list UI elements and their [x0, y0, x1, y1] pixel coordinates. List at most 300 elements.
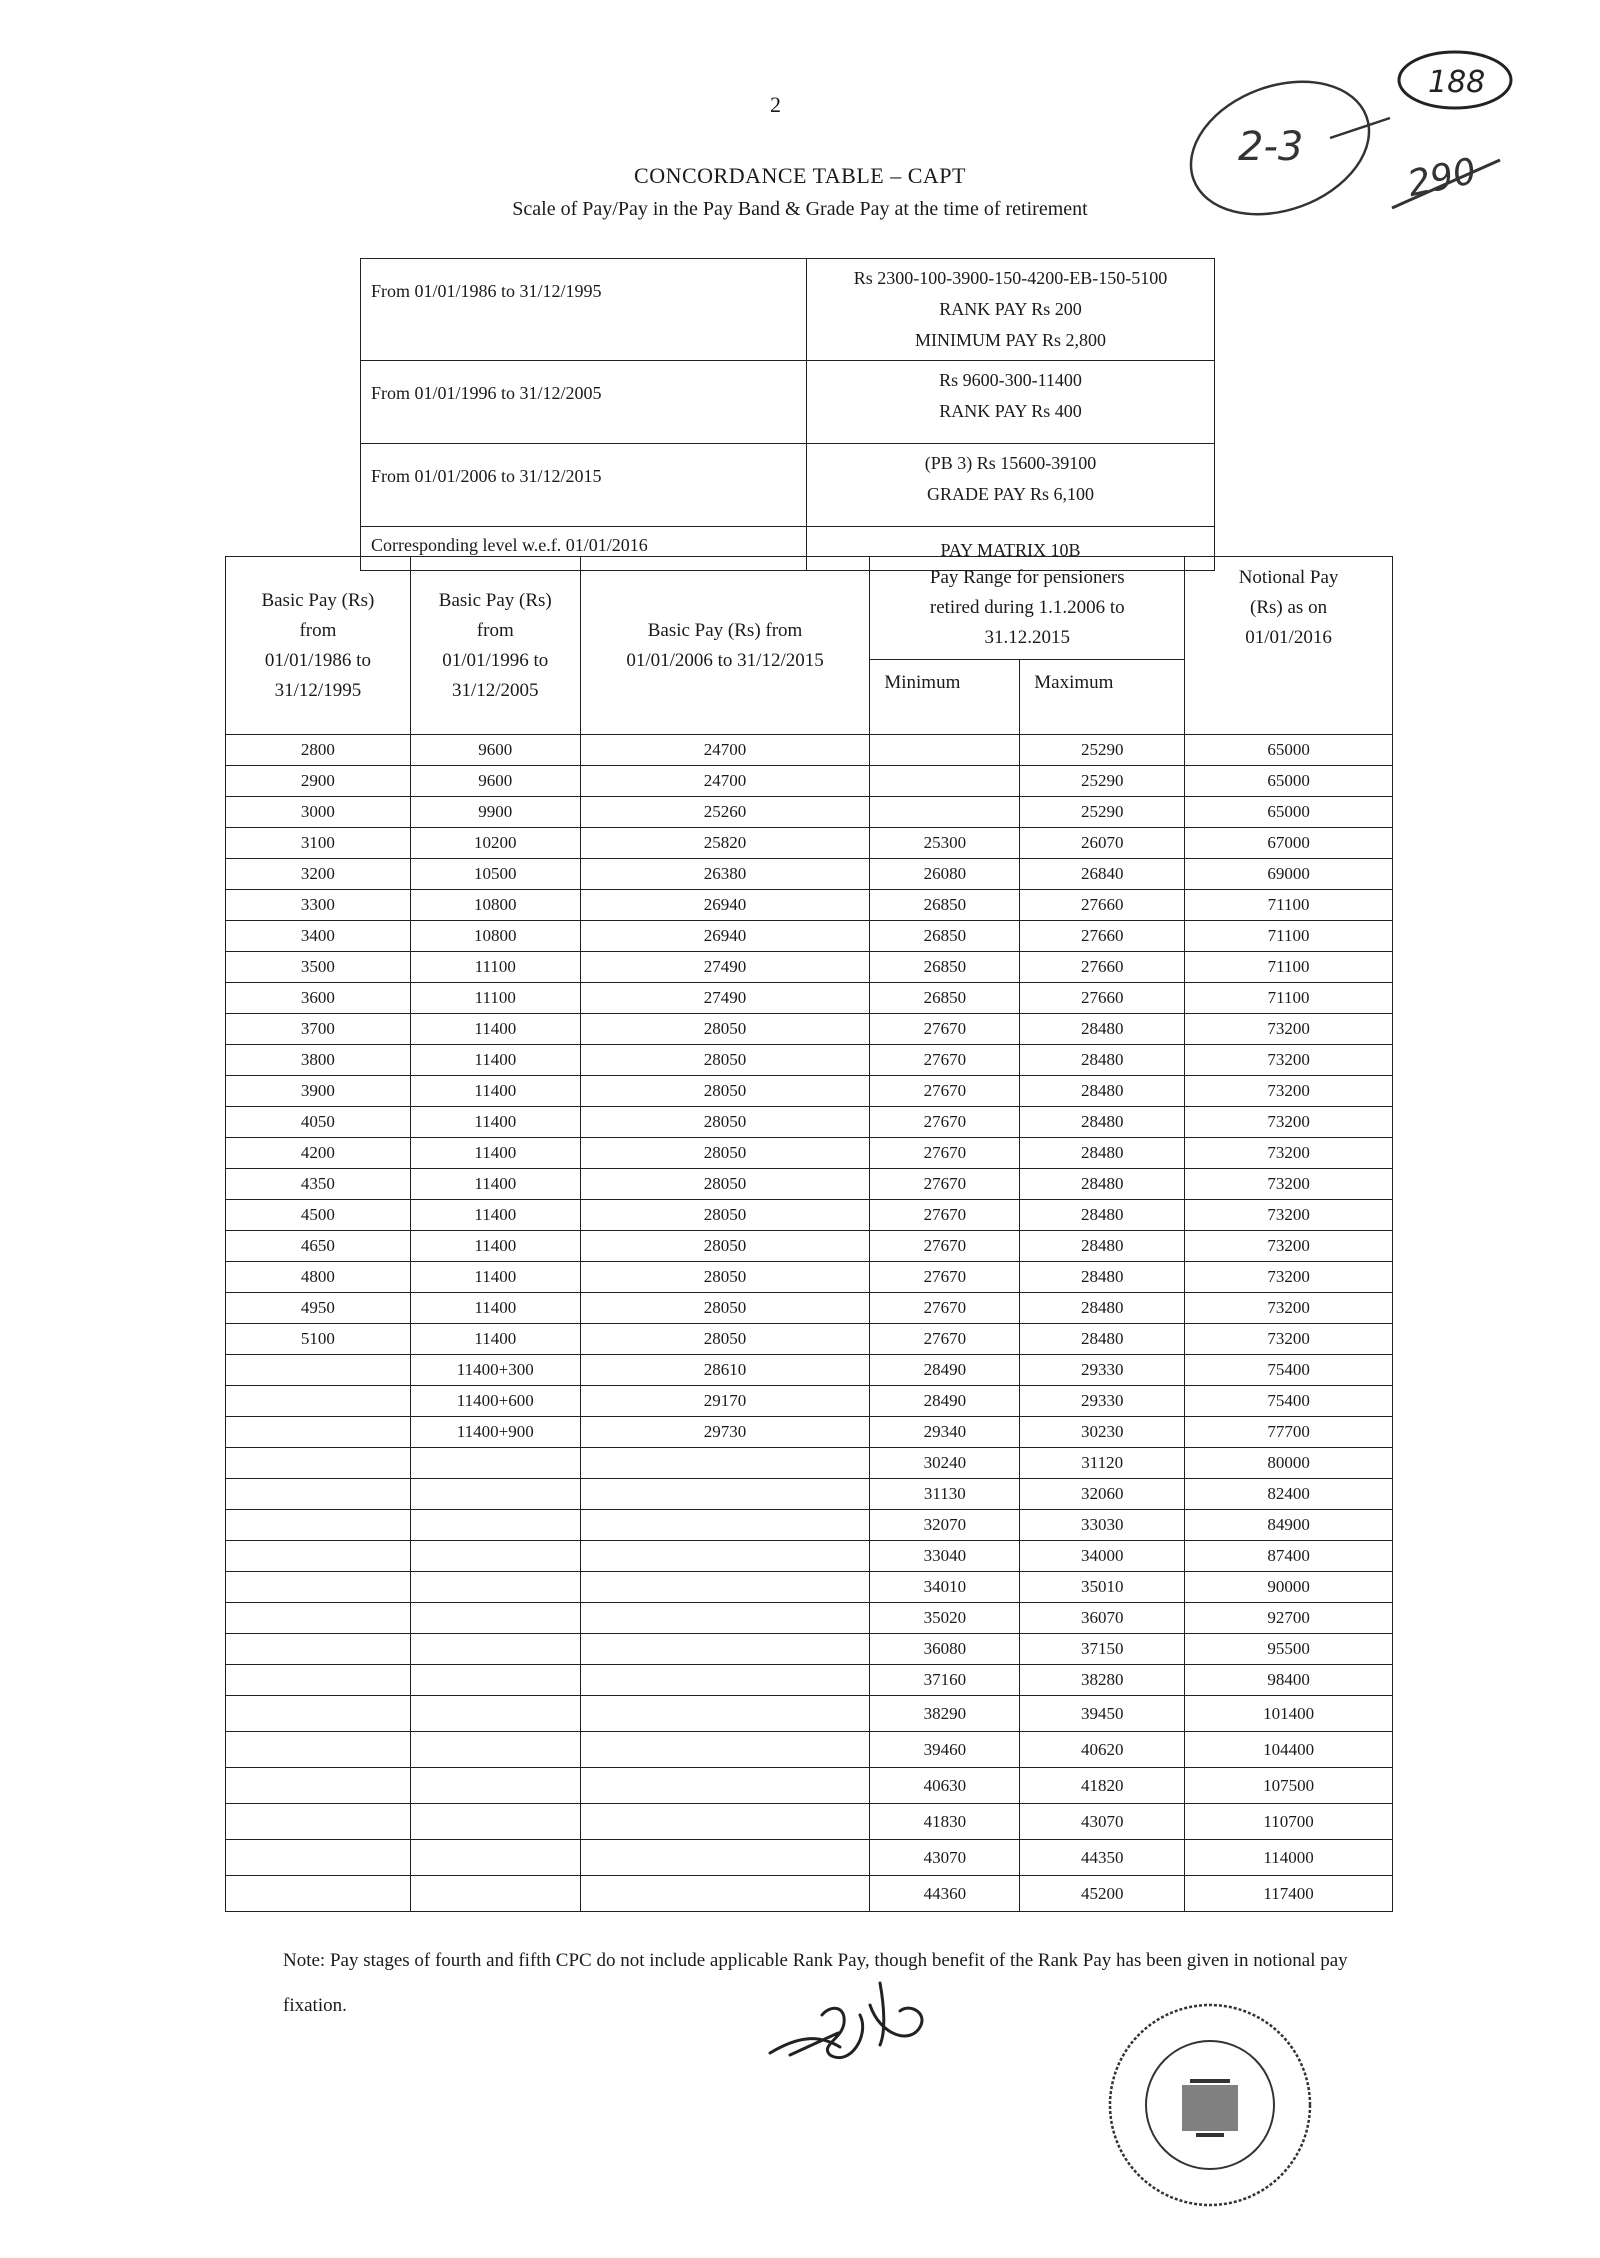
cell-range-minimum: 30240: [870, 1448, 1020, 1479]
cell-range-minimum: 26080: [870, 859, 1020, 890]
cell-basic-pay-1986: 3500: [226, 952, 411, 983]
cell-notional-pay: 75400: [1185, 1386, 1393, 1417]
cell-basic-pay-1986: [226, 1572, 411, 1603]
scale-period: Corresponding level w.e.f. 01/01/2016: [361, 527, 807, 571]
cell-range-maximum: 31120: [1020, 1448, 1185, 1479]
cell-range-maximum: 26840: [1020, 859, 1185, 890]
cell-basic-pay-1986: 3400: [226, 921, 411, 952]
table-row: [226, 1293, 1393, 1324]
cell-range-maximum: 25290: [1020, 735, 1185, 766]
cell-range-maximum: 28480: [1020, 1262, 1185, 1293]
cell-basic-pay-1986: [226, 1417, 411, 1448]
page-title: CONCORDANCE TABLE – CAPT: [634, 163, 966, 188]
header-maximum: Maximum: [1020, 660, 1185, 735]
cell-basic-pay-1986: 2900: [226, 766, 411, 797]
cell-basic-pay-1986: [226, 1696, 411, 1732]
cell-basic-pay-1986: [226, 1732, 411, 1768]
scale-row: [361, 444, 1215, 527]
cell-notional-pay: 107500: [1185, 1768, 1393, 1804]
table-row: [226, 1107, 1393, 1138]
concordance-table-body: [226, 735, 1393, 1912]
cell-basic-pay-1986: 3700: [226, 1014, 411, 1045]
cell-range-minimum: 40630: [870, 1768, 1020, 1804]
page-subtitle: Scale of Pay/Pay in the Pay Band & Grade Pay at the time of retirement: [512, 198, 1088, 220]
cell-basic-pay-1996: 10200: [410, 828, 580, 859]
cell-range-maximum: 38280: [1020, 1665, 1185, 1696]
cell-basic-pay-2006: [580, 1732, 870, 1768]
table-row: [226, 1200, 1393, 1231]
official-stamp: [1100, 1995, 1320, 2215]
cell-basic-pay-1986: 3600: [226, 983, 411, 1014]
header-line: retired during 1.1.2006 to: [929, 597, 1125, 618]
cell-basic-pay-2006: 28050: [580, 1200, 870, 1231]
table-row: [226, 1324, 1393, 1355]
table-row: [226, 1696, 1393, 1732]
header-line: 01/01/1986 to: [264, 649, 371, 671]
header-line: Basic Pay (Rs): [261, 589, 375, 611]
scale-period: From 01/01/2006 to 31/12/2015: [361, 444, 807, 527]
cell-range-maximum: 41820: [1020, 1768, 1185, 1804]
table-row: [226, 1804, 1393, 1840]
cell-range-maximum: 29330: [1020, 1355, 1185, 1386]
cell-basic-pay-1996: 11400: [410, 1138, 580, 1169]
cell-basic-pay-2006: 28050: [580, 1076, 870, 1107]
cell-basic-pay-2006: 28050: [580, 1293, 870, 1324]
cell-basic-pay-2006: 29170: [580, 1386, 870, 1417]
cell-range-minimum: 27670: [870, 1293, 1020, 1324]
cell-notional-pay: 73200: [1185, 1014, 1393, 1045]
cell-basic-pay-1996: [410, 1603, 580, 1634]
cell-range-minimum: 38290: [870, 1696, 1020, 1732]
cell-basic-pay-2006: [580, 1479, 870, 1510]
cell-notional-pay: 73200: [1185, 1107, 1393, 1138]
handwritten-page-marks: [1160, 40, 1540, 240]
cell-range-maximum: 35010: [1020, 1572, 1185, 1603]
cell-range-minimum: 26850: [870, 952, 1020, 983]
header-line: Basic Pay (Rs): [438, 589, 552, 611]
cell-range-maximum: 28480: [1020, 1107, 1185, 1138]
cell-basic-pay-1996: 11400: [410, 1231, 580, 1262]
cell-range-minimum: [870, 797, 1020, 828]
scale-detail: [807, 259, 1215, 361]
cell-notional-pay: 77700: [1185, 1417, 1393, 1448]
cell-notional-pay: 65000: [1185, 766, 1393, 797]
cell-range-minimum: 43070: [870, 1840, 1020, 1876]
cell-basic-pay-2006: [580, 1876, 870, 1912]
header-line: 31/12/1995: [274, 679, 362, 701]
cell-notional-pay: 73200: [1185, 1076, 1393, 1107]
cell-range-minimum: 27670: [870, 1076, 1020, 1107]
cell-range-minimum: 26850: [870, 983, 1020, 1014]
cell-range-minimum: 27670: [870, 1324, 1020, 1355]
cell-basic-pay-1986: [226, 1355, 411, 1386]
table-row: [226, 1479, 1393, 1510]
cell-basic-pay-1996: 9600: [410, 766, 580, 797]
header-line: Pay Range for pensioners: [929, 567, 1125, 588]
cell-basic-pay-1996: 11400: [410, 1045, 580, 1076]
scale-row: [361, 361, 1215, 444]
header-notional-pay: [1185, 557, 1393, 735]
table-row: [226, 1262, 1393, 1293]
cell-basic-pay-1996: [410, 1840, 580, 1876]
cell-basic-pay-1986: 4500: [226, 1200, 411, 1231]
scale-line: Rs 2300-100-3900-150-4200-EB-150-5100: [853, 268, 1168, 288]
cell-range-maximum: 27660: [1020, 921, 1185, 952]
cell-range-maximum: 34000: [1020, 1541, 1185, 1572]
cell-range-maximum: 39450: [1020, 1696, 1185, 1732]
table-row: [226, 735, 1393, 766]
cell-basic-pay-1996: [410, 1804, 580, 1840]
cell-range-minimum: 26850: [870, 890, 1020, 921]
cell-basic-pay-2006: [580, 1804, 870, 1840]
cell-notional-pay: 71100: [1185, 983, 1393, 1014]
cell-range-minimum: 36080: [870, 1634, 1020, 1665]
scale-line: RANK PAY Rs 400: [939, 401, 1082, 421]
cell-notional-pay: 73200: [1185, 1169, 1393, 1200]
cell-basic-pay-1996: [410, 1732, 580, 1768]
cell-basic-pay-2006: [580, 1572, 870, 1603]
scale-line: RANK PAY Rs 200: [939, 299, 1082, 319]
cell-basic-pay-2006: 28050: [580, 1107, 870, 1138]
cell-basic-pay-1996: [410, 1876, 580, 1912]
cell-range-minimum: 27670: [870, 1231, 1020, 1262]
scale-row: [361, 259, 1215, 361]
table-row: [226, 1876, 1393, 1912]
cell-basic-pay-1986: 3100: [226, 828, 411, 859]
cell-basic-pay-1996: 11400+600: [410, 1386, 580, 1417]
cell-basic-pay-1986: 4800: [226, 1262, 411, 1293]
cell-basic-pay-1986: 3000: [226, 797, 411, 828]
cell-basic-pay-2006: 24700: [580, 766, 870, 797]
table-row: [226, 1572, 1393, 1603]
cell-notional-pay: 69000: [1185, 859, 1393, 890]
scale-line: PAY MATRIX 10B: [940, 540, 1081, 560]
header-minimum: Minimum: [870, 660, 1020, 735]
cell-range-maximum: 32060: [1020, 1479, 1185, 1510]
cell-range-maximum: 27660: [1020, 890, 1185, 921]
cell-basic-pay-2006: 28050: [580, 1045, 870, 1076]
table-row: [226, 859, 1393, 890]
cell-range-minimum: 44360: [870, 1876, 1020, 1912]
cell-basic-pay-1986: [226, 1634, 411, 1665]
cell-basic-pay-2006: 29730: [580, 1417, 870, 1448]
header-basic-pay-2006: [580, 557, 870, 735]
cell-notional-pay: 98400: [1185, 1665, 1393, 1696]
cell-notional-pay: 114000: [1185, 1840, 1393, 1876]
cell-range-maximum: 28480: [1020, 1076, 1185, 1107]
cell-notional-pay: 73200: [1185, 1200, 1393, 1231]
cell-basic-pay-1996: 11100: [410, 983, 580, 1014]
table-row: [226, 1634, 1393, 1665]
cell-notional-pay: 73200: [1185, 1262, 1393, 1293]
cell-range-minimum: 27670: [870, 1014, 1020, 1045]
cell-basic-pay-2006: [580, 1603, 870, 1634]
cell-basic-pay-1986: [226, 1804, 411, 1840]
cell-range-maximum: 40620: [1020, 1732, 1185, 1768]
footnote: Note: Pay stages of fourth and fifth CPC do not include applicable Rank Pay, though benefit of the Rank Pay has been given in notional pay fixation.: [283, 1950, 1348, 2016]
cell-notional-pay: 110700: [1185, 1804, 1393, 1840]
cell-basic-pay-2006: [580, 1768, 870, 1804]
circled-number-mid: 2-3: [1238, 124, 1304, 170]
cell-basic-pay-2006: [580, 1634, 870, 1665]
cell-range-maximum: 28480: [1020, 1169, 1185, 1200]
cell-basic-pay-1996: [410, 1696, 580, 1732]
scale-period: From 01/01/1996 to 31/12/2005: [361, 361, 807, 444]
table-row: [226, 1014, 1393, 1045]
cell-basic-pay-1986: 4950: [226, 1293, 411, 1324]
cell-basic-pay-1996: 9900: [410, 797, 580, 828]
cell-basic-pay-2006: 28050: [580, 1138, 870, 1169]
cell-basic-pay-1996: [410, 1510, 580, 1541]
table-row: [226, 983, 1393, 1014]
cell-basic-pay-1986: [226, 1541, 411, 1572]
cell-notional-pay: 87400: [1185, 1541, 1393, 1572]
cell-basic-pay-1996: 11100: [410, 952, 580, 983]
cell-range-maximum: 25290: [1020, 766, 1185, 797]
cell-basic-pay-2006: 26940: [580, 921, 870, 952]
header-line: 31.12.2015: [984, 627, 1070, 648]
cell-range-minimum: 27670: [870, 1107, 1020, 1138]
cell-basic-pay-1986: 3300: [226, 890, 411, 921]
cell-notional-pay: 73200: [1185, 1045, 1393, 1076]
table-row: [226, 1169, 1393, 1200]
table-row: [226, 1417, 1393, 1448]
cell-notional-pay: 75400: [1185, 1355, 1393, 1386]
cell-range-maximum: 28480: [1020, 1324, 1185, 1355]
signature: [760, 1975, 960, 2085]
table-row: [226, 1355, 1393, 1386]
cell-range-minimum: 27670: [870, 1138, 1020, 1169]
cell-notional-pay: 82400: [1185, 1479, 1393, 1510]
cell-basic-pay-2006: 24700: [580, 735, 870, 766]
table-row: [226, 1448, 1393, 1479]
table-row: [226, 921, 1393, 952]
cell-notional-pay: 80000: [1185, 1448, 1393, 1479]
cell-notional-pay: 73200: [1185, 1231, 1393, 1262]
cell-basic-pay-2006: 25260: [580, 797, 870, 828]
cell-basic-pay-1996: 11400: [410, 1014, 580, 1045]
cell-basic-pay-1986: [226, 1603, 411, 1634]
cell-basic-pay-1996: [410, 1479, 580, 1510]
cell-basic-pay-2006: [580, 1665, 870, 1696]
cell-notional-pay: 71100: [1185, 890, 1393, 921]
cell-range-maximum: 28480: [1020, 1200, 1185, 1231]
cell-range-minimum: 28490: [870, 1355, 1020, 1386]
header-line: Basic Pay (Rs) from: [647, 619, 803, 641]
cell-basic-pay-1986: [226, 1479, 411, 1510]
cell-basic-pay-1986: [226, 1510, 411, 1541]
cell-range-maximum: 28480: [1020, 1293, 1185, 1324]
table-row: [226, 1138, 1393, 1169]
scale-period: From 01/01/1986 to 31/12/1995: [361, 259, 807, 361]
cell-basic-pay-2006: [580, 1541, 870, 1572]
cell-range-minimum: 27670: [870, 1262, 1020, 1293]
cell-basic-pay-2006: 28610: [580, 1355, 870, 1386]
cell-range-maximum: 28480: [1020, 1138, 1185, 1169]
cell-range-maximum: 25290: [1020, 797, 1185, 828]
cell-basic-pay-1986: [226, 1665, 411, 1696]
cell-notional-pay: 73200: [1185, 1324, 1393, 1355]
cell-notional-pay: 71100: [1185, 921, 1393, 952]
cell-basic-pay-1986: [226, 1876, 411, 1912]
cell-basic-pay-1996: 11400: [410, 1262, 580, 1293]
cell-range-minimum: [870, 735, 1020, 766]
table-row: [226, 1510, 1393, 1541]
cell-basic-pay-2006: [580, 1840, 870, 1876]
cell-basic-pay-1996: 11400+300: [410, 1355, 580, 1386]
cell-basic-pay-1996: 10500: [410, 859, 580, 890]
cell-range-maximum: 29330: [1020, 1386, 1185, 1417]
cell-notional-pay: 101400: [1185, 1696, 1393, 1732]
cell-basic-pay-1986: [226, 1840, 411, 1876]
cell-range-minimum: 41830: [870, 1804, 1020, 1840]
cell-basic-pay-1986: 4350: [226, 1169, 411, 1200]
cell-basic-pay-2006: 28050: [580, 1262, 870, 1293]
cell-basic-pay-2006: 28050: [580, 1231, 870, 1262]
cell-range-maximum: 26070: [1020, 828, 1185, 859]
cell-range-maximum: 28480: [1020, 1231, 1185, 1262]
cell-basic-pay-1986: [226, 1768, 411, 1804]
cell-notional-pay: 71100: [1185, 952, 1393, 983]
table-row: [226, 890, 1393, 921]
header-pay-range: [870, 557, 1185, 660]
table-row: [226, 828, 1393, 859]
cell-basic-pay-1986: 5100: [226, 1324, 411, 1355]
cell-basic-pay-1996: [410, 1572, 580, 1603]
cell-range-minimum: 34010: [870, 1572, 1020, 1603]
cell-basic-pay-1996: [410, 1665, 580, 1696]
cell-notional-pay: 117400: [1185, 1876, 1393, 1912]
table-row: [226, 1076, 1393, 1107]
cell-notional-pay: 90000: [1185, 1572, 1393, 1603]
cell-basic-pay-1996: 11400: [410, 1076, 580, 1107]
cell-range-minimum: 31130: [870, 1479, 1020, 1510]
cell-basic-pay-2006: 28050: [580, 1169, 870, 1200]
cell-basic-pay-2006: 25820: [580, 828, 870, 859]
cell-range-maximum: 44350: [1020, 1840, 1185, 1876]
table-row: [226, 952, 1393, 983]
cell-basic-pay-2006: 28050: [580, 1324, 870, 1355]
cell-range-minimum: 27670: [870, 1200, 1020, 1231]
cell-basic-pay-1986: 2800: [226, 735, 411, 766]
cell-basic-pay-2006: 28050: [580, 1014, 870, 1045]
header-line: 01/01/1996 to: [442, 649, 549, 671]
cell-range-maximum: 33030: [1020, 1510, 1185, 1541]
cell-basic-pay-2006: [580, 1448, 870, 1479]
cell-range-minimum: 37160: [870, 1665, 1020, 1696]
cell-basic-pay-2006: 27490: [580, 952, 870, 983]
table-row: [226, 1541, 1393, 1572]
struck-number: 290: [1404, 150, 1480, 206]
pay-scale-table: [360, 258, 1215, 571]
cell-range-maximum: 27660: [1020, 952, 1185, 983]
cell-basic-pay-1986: 3900: [226, 1076, 411, 1107]
cell-basic-pay-1996: [410, 1634, 580, 1665]
cell-basic-pay-1996: 11400: [410, 1107, 580, 1138]
table-row: [226, 797, 1393, 828]
cell-notional-pay: 104400: [1185, 1732, 1393, 1768]
cell-basic-pay-2006: [580, 1510, 870, 1541]
cell-range-maximum: 45200: [1020, 1876, 1185, 1912]
cell-notional-pay: 73200: [1185, 1293, 1393, 1324]
cell-basic-pay-1996: [410, 1541, 580, 1572]
cell-notional-pay: 92700: [1185, 1603, 1393, 1634]
cell-basic-pay-1996: 11400: [410, 1293, 580, 1324]
scale-detail: [807, 444, 1215, 527]
concordance-table: [225, 556, 1393, 1912]
cell-basic-pay-1996: 10800: [410, 921, 580, 952]
cell-range-maximum: 28480: [1020, 1014, 1185, 1045]
header-line: (Rs) as on: [1250, 597, 1328, 618]
cell-range-minimum: 25300: [870, 828, 1020, 859]
header-line: 01/01/2006 to 31/12/2015: [626, 649, 824, 671]
cell-basic-pay-1986: 3200: [226, 859, 411, 890]
cell-basic-pay-1986: 4200: [226, 1138, 411, 1169]
scale-line: Rs 9600-300-11400: [939, 370, 1082, 390]
cell-notional-pay: 73200: [1185, 1138, 1393, 1169]
cell-basic-pay-1986: [226, 1448, 411, 1479]
cell-basic-pay-1986: [226, 1386, 411, 1417]
cell-notional-pay: 67000: [1185, 828, 1393, 859]
cell-range-maximum: 28480: [1020, 1045, 1185, 1076]
scale-detail: [807, 361, 1215, 444]
cell-notional-pay: 95500: [1185, 1634, 1393, 1665]
table-row: [226, 1665, 1393, 1696]
cell-basic-pay-2006: 26380: [580, 859, 870, 890]
cell-range-maximum: 37150: [1020, 1634, 1185, 1665]
table-row: [226, 1045, 1393, 1076]
cell-range-minimum: 28490: [870, 1386, 1020, 1417]
cell-range-minimum: 35020: [870, 1603, 1020, 1634]
cell-basic-pay-2006: 26940: [580, 890, 870, 921]
cell-basic-pay-1986: 4050: [226, 1107, 411, 1138]
cell-range-minimum: 26850: [870, 921, 1020, 952]
cell-range-minimum: [870, 766, 1020, 797]
cell-range-minimum: 39460: [870, 1732, 1020, 1768]
cell-notional-pay: 65000: [1185, 797, 1393, 828]
cell-basic-pay-1986: 4650: [226, 1231, 411, 1262]
cell-basic-pay-1996: [410, 1768, 580, 1804]
table-row: [226, 1768, 1393, 1804]
cell-basic-pay-1996: 11400: [410, 1169, 580, 1200]
cell-range-maximum: 43070: [1020, 1804, 1185, 1840]
scale-line: GRADE PAY Rs 6,100: [926, 484, 1095, 504]
cell-basic-pay-2006: 27490: [580, 983, 870, 1014]
header-line: from: [299, 619, 337, 641]
header-line: Notional Pay: [1238, 567, 1339, 588]
table-row: [226, 1840, 1393, 1876]
header-line: 01/01/2016: [1245, 627, 1332, 648]
cell-basic-pay-1996: 11400: [410, 1324, 580, 1355]
cell-basic-pay-1996: 9600: [410, 735, 580, 766]
table-row: [226, 766, 1393, 797]
cell-notional-pay: 84900: [1185, 1510, 1393, 1541]
cell-range-minimum: 27670: [870, 1169, 1020, 1200]
page-number: 2: [770, 92, 781, 117]
table-row: [226, 1732, 1393, 1768]
header-basic-pay-1986: [226, 557, 411, 735]
header-line: 31/12/2005: [451, 679, 539, 701]
header-basic-pay-1996: [410, 557, 580, 735]
cell-range-maximum: 30230: [1020, 1417, 1185, 1448]
cell-basic-pay-2006: [580, 1696, 870, 1732]
circled-number-top: 188: [1428, 65, 1486, 100]
cell-range-minimum: 33040: [870, 1541, 1020, 1572]
cell-range-minimum: 27670: [870, 1045, 1020, 1076]
cell-basic-pay-1996: 11400: [410, 1200, 580, 1231]
table-row: [226, 1231, 1393, 1262]
cell-notional-pay: 65000: [1185, 735, 1393, 766]
